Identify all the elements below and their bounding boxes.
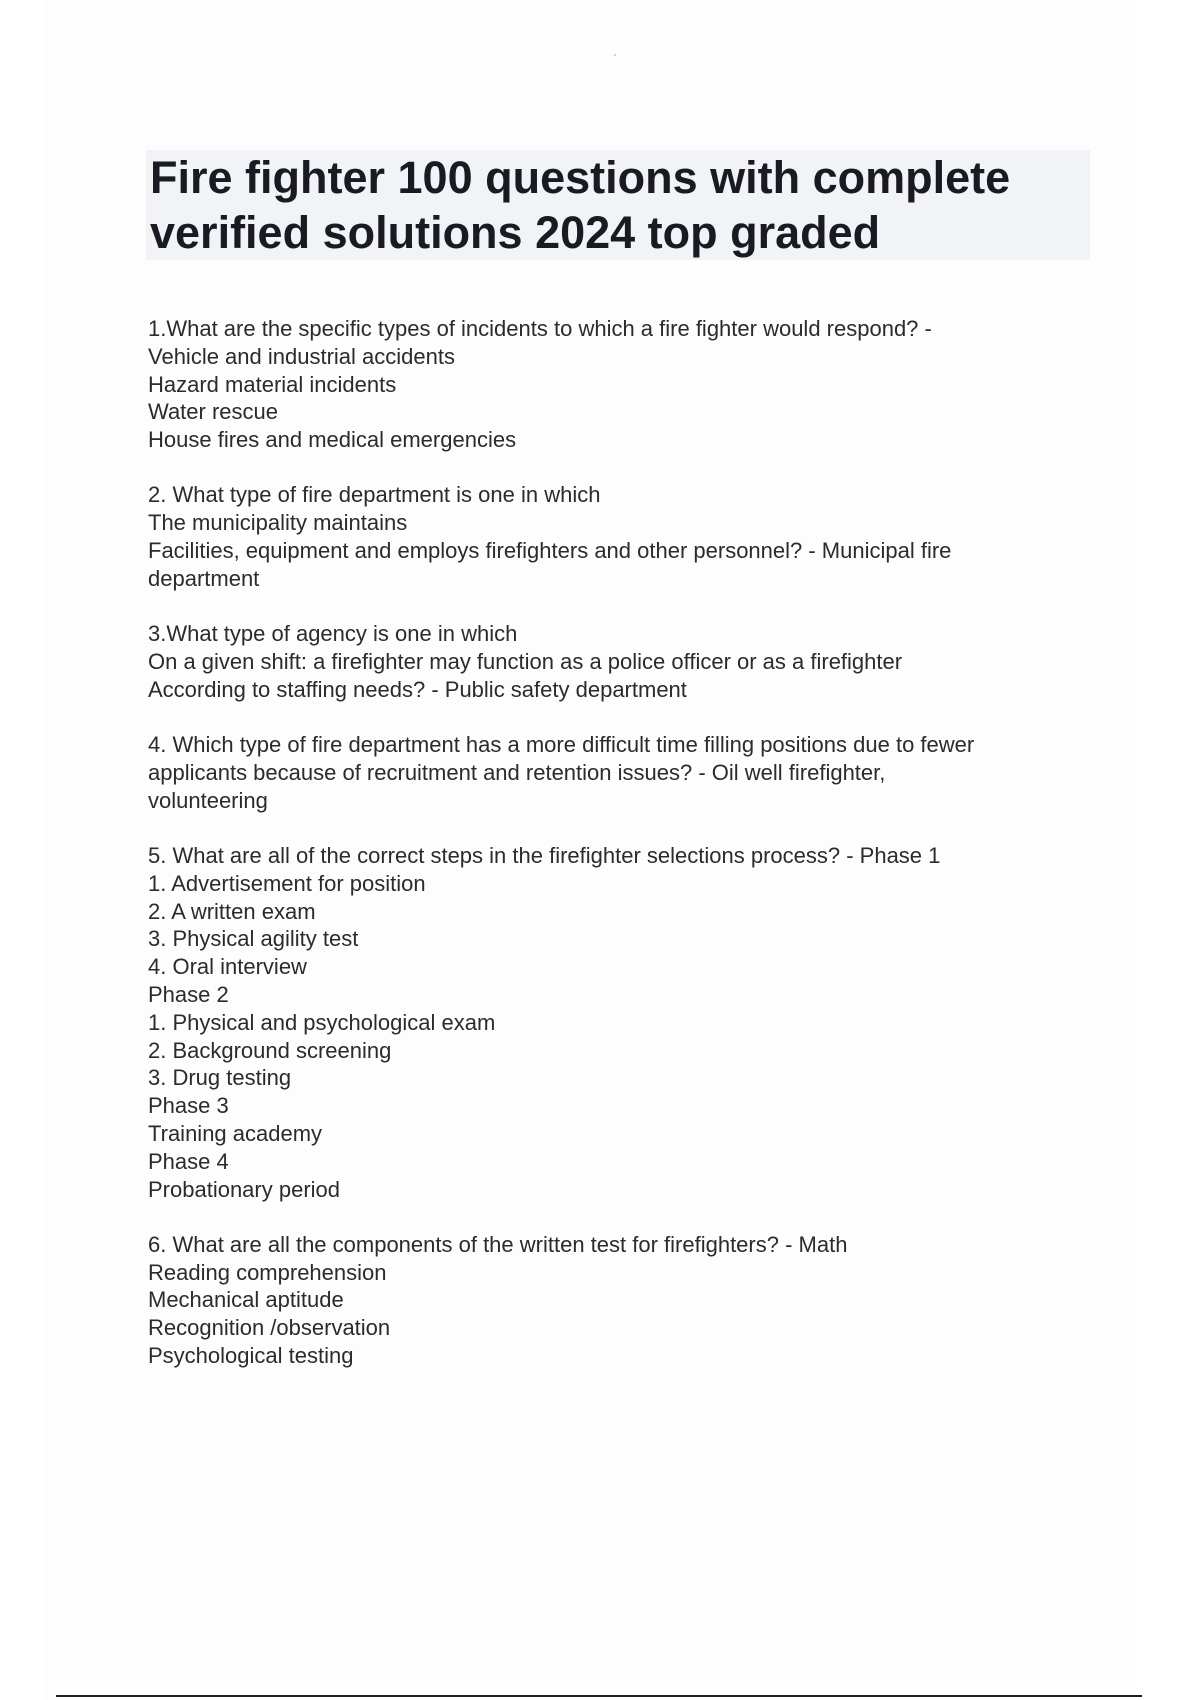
title-line: Fire fighter 100 questions with complete xyxy=(150,152,1011,203)
answer-line: Probationary period xyxy=(148,1176,341,1202)
answer-phase-heading: Phase 2 xyxy=(148,981,229,1007)
answer-line: volunteering xyxy=(148,787,268,813)
question-6 xyxy=(148,1231,1088,1370)
scan-artifact xyxy=(614,54,616,56)
answer-line: Reading comprehension xyxy=(148,1259,387,1285)
answer-line: Hazard material incidents xyxy=(148,371,397,397)
answer-line: 1. Physical and psychological exam xyxy=(148,1009,496,1035)
answer-line: Vehicle and industrial accidents xyxy=(148,343,455,369)
page-bottom-rule xyxy=(56,1695,1142,1697)
question-answer-line: applicants because of recruitment and retention issues? - Oil well firefighter, xyxy=(148,759,886,785)
answer-phase-heading: Phase 3 xyxy=(148,1093,229,1119)
answer-line: Mechanical aptitude xyxy=(148,1287,344,1313)
answer-line: 2. Background screening xyxy=(148,1037,392,1063)
question-5 xyxy=(148,842,1088,1203)
answer-phase-heading: Phase 4 xyxy=(148,1148,229,1174)
question-4 xyxy=(148,731,1088,814)
document-title xyxy=(146,150,1090,260)
answer-line: 3. Physical agility test xyxy=(148,926,359,952)
question-text: On a given shift: a firefighter may function as a police officer or as a firefighter xyxy=(148,648,903,674)
question-text: 2. What type of fire department is one in which xyxy=(148,482,601,508)
question-text: 3.What type of agency is one in which xyxy=(148,621,518,647)
question-answer-line: 5. What are all of the correct steps in the firefighter selections process? - Phase 1 xyxy=(148,842,941,868)
question-text: 1.What are the specific types of incidents to which a fire fighter would respond? - xyxy=(148,316,932,341)
answer-line: 4. Oral interview xyxy=(148,954,307,980)
question-answer-line: Facilities, equipment and employs firefighters and other personnel? - Municipal fire xyxy=(148,538,952,564)
answer-line: department xyxy=(148,565,260,591)
answer-line: House fires and medical emergencies xyxy=(148,427,517,453)
question-text: 4. Which type of fire department has a more difficult time filling positions due to fewer xyxy=(148,732,975,758)
answer-line: Training academy xyxy=(148,1120,323,1146)
question-text: The municipality maintains xyxy=(148,510,408,536)
question-3 xyxy=(148,620,1088,703)
answer-line: Recognition /observation xyxy=(148,1315,391,1341)
answer-line: Water rescue xyxy=(148,399,279,425)
answer-line: 1. Advertisement for position xyxy=(148,870,426,896)
answer-line: 2. A written exam xyxy=(148,898,316,924)
question-answer-line: 6. What are all the components of the written test for firefighters? - Math xyxy=(148,1231,848,1257)
question-2 xyxy=(148,481,1088,592)
question-answer-line: According to staffing needs? - Public safety department xyxy=(148,676,687,702)
question-list xyxy=(148,315,1088,1397)
answer-line: 3. Drug testing xyxy=(148,1065,292,1091)
title-line: verified solutions 2024 top graded xyxy=(150,207,881,258)
question-1 xyxy=(148,315,1088,454)
answer-line: Psychological testing xyxy=(148,1343,354,1368)
